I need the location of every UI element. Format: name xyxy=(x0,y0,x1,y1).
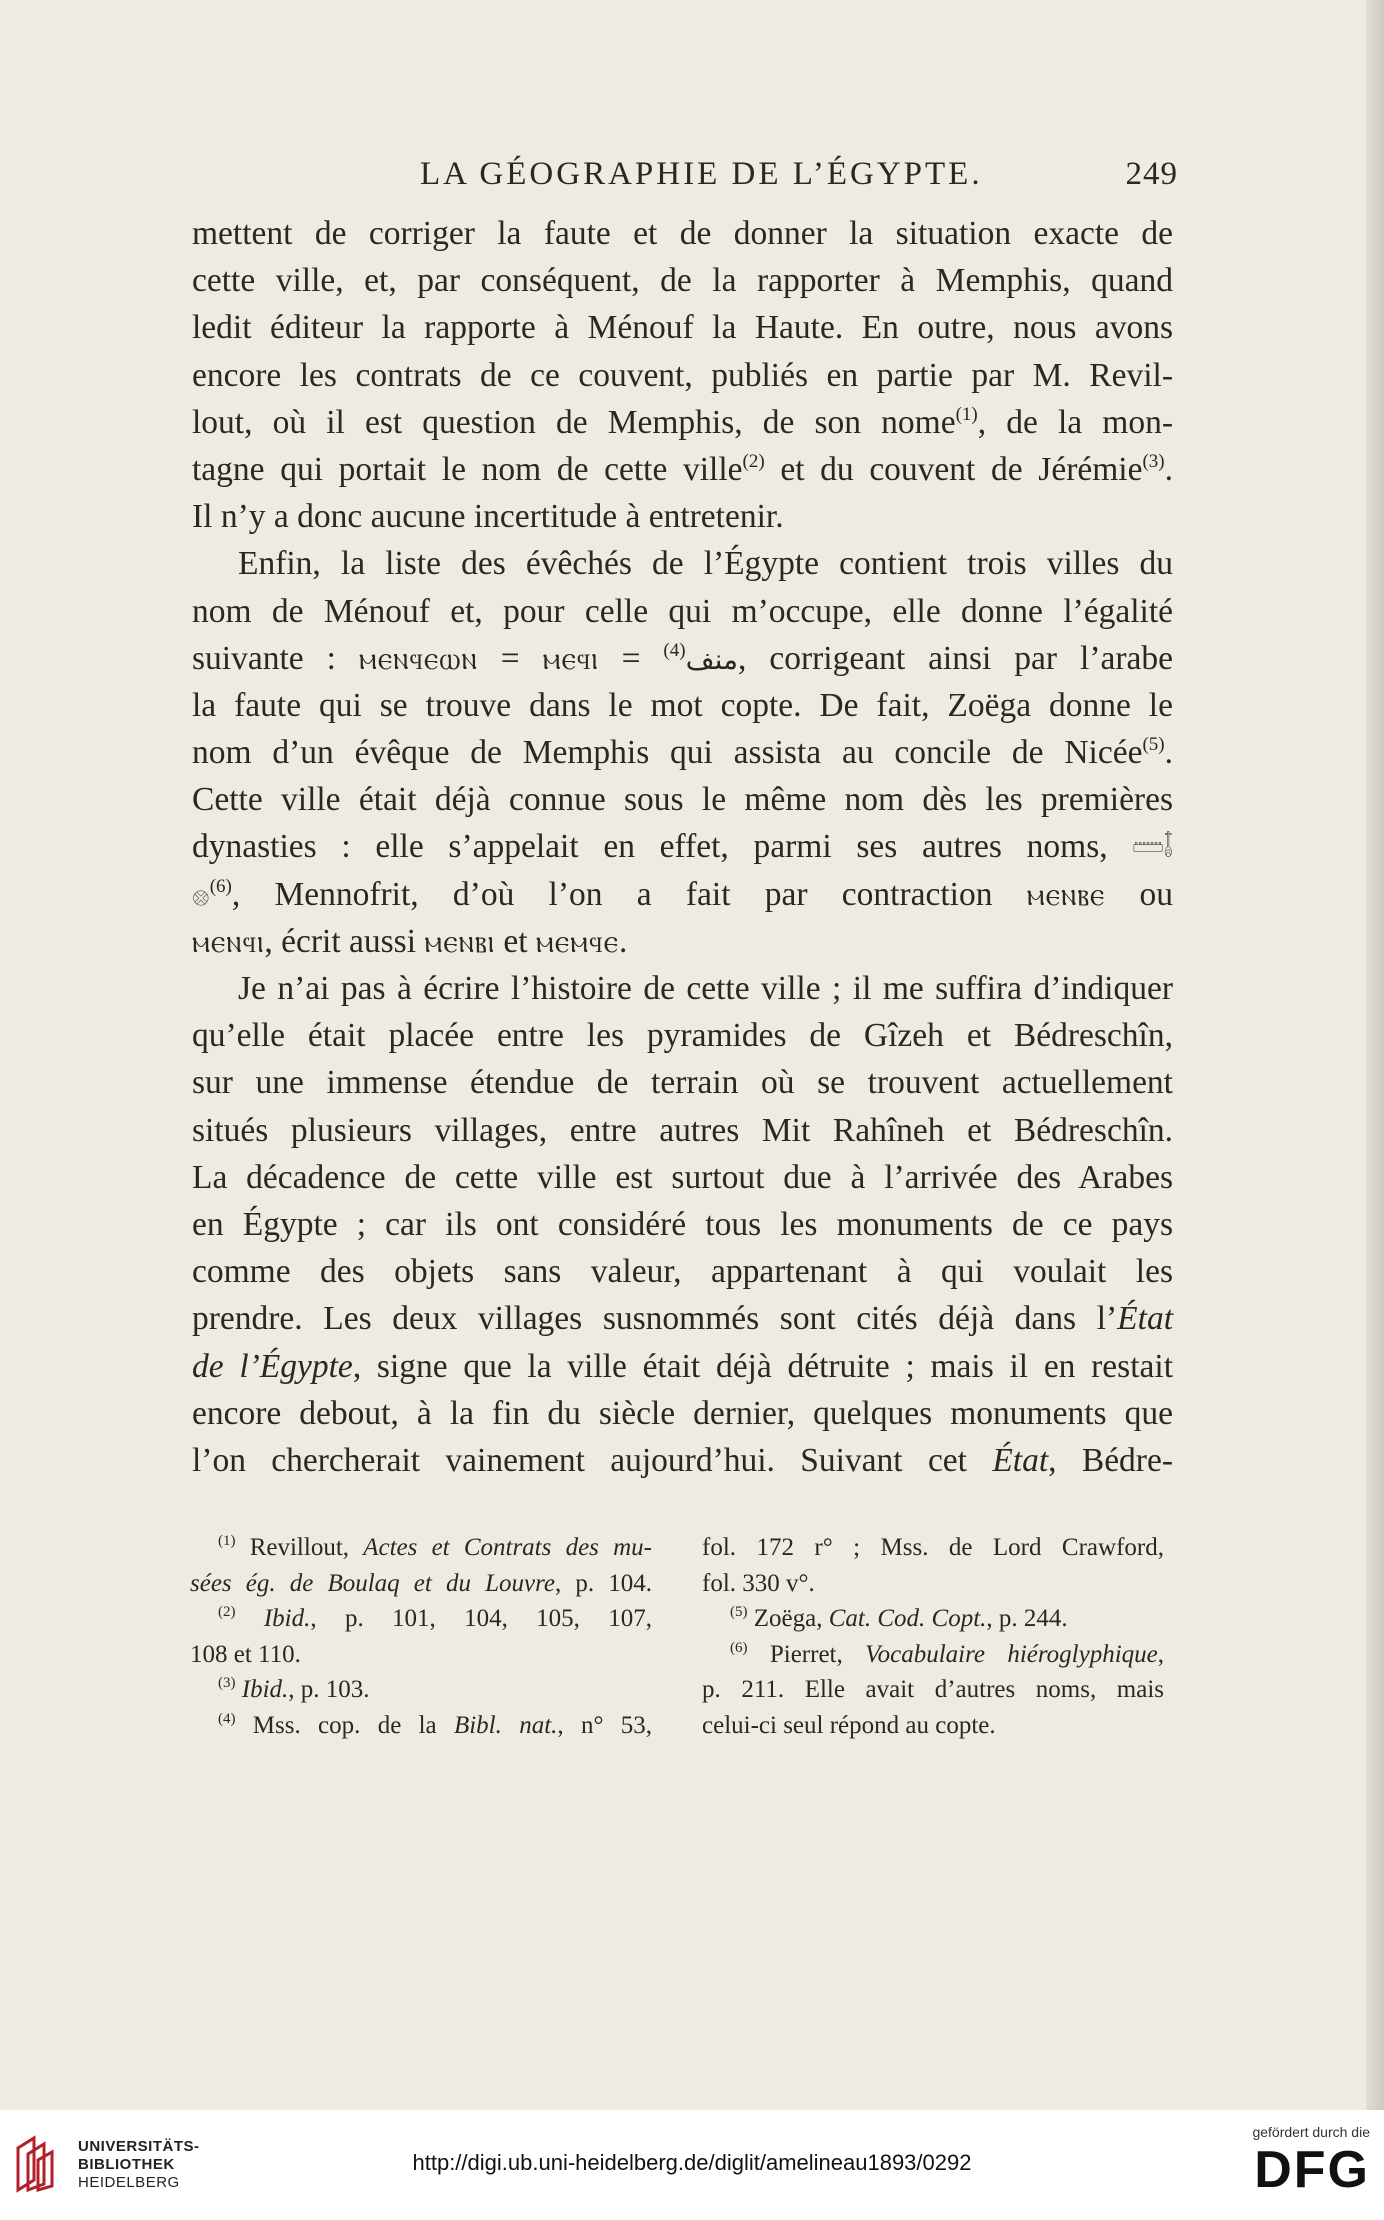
text-line: mettent de corriger la faute et de donner la situation exacte de xyxy=(192,215,1173,252)
text-line: cette ville, et, par conséquent, de la rapporter à Memphis, quand xyxy=(192,262,1173,300)
text-line: suivante : ⲙⲉⲛϥⲉⲱⲛ = ⲙⲉϥⲓ = منف$^{(4)}$ , corrigeant ainsi par l’arabe xyxy=(192,639,1173,677)
body-text xyxy=(192,210,1173,1484)
sponsor-text: gefördert durch die xyxy=(1252,2124,1370,2140)
footnote-line: sées ég. de Boulaq et du Louvre, p. 104. xyxy=(190,1569,652,1597)
footnote-line: fol. 172 r° ; Mss. de Lord Crawford, xyxy=(702,1534,1164,1561)
text-line: la faute qui se trouve dans le mot copte. De fait, Zoëga donne le xyxy=(192,686,1173,724)
footnote-line: celui-ci seul répond au copte. xyxy=(702,1711,996,1739)
coptic-word: ⲙⲉⲛϥⲓ xyxy=(192,923,265,959)
footnote-ref[interactable]: (5) xyxy=(1142,734,1165,756)
running-title: LA GÉOGRAPHIE DE L’ÉGYPTE. xyxy=(420,156,983,192)
permalink-url[interactable]: http://digi.ub.uni-heidelberg.de/diglit/amelineau1893/0292 xyxy=(412,2150,972,2175)
running-head xyxy=(190,156,1178,202)
footnote-ref[interactable]: (3) xyxy=(1142,450,1165,472)
coptic-word: ⲙⲉϥⲓ xyxy=(542,640,599,676)
text-line: Enfin, la liste des évêchés de l’Égypte contient trois villes du xyxy=(238,545,1173,583)
footnote-line: $^{(5)}$ Zoëga, Cat. Cod. Copt., p. 244. xyxy=(730,1604,1068,1632)
footnote-line: $^{(3)}$ Ibid., p. 103. xyxy=(218,1675,370,1703)
text-line: sur une immense étendue de terrain où se trouvent actuellement xyxy=(192,1064,1173,1102)
hieroglyph-group: 𓏠𓄤 xyxy=(1132,834,1174,865)
text-line: de l’Égypte, signe que la ville était déjà détruite ; mais il en restait xyxy=(192,1347,1174,1385)
footnote-line: $^{(2)}$ Ibid., p. 101, 104, 105, 107, xyxy=(218,1604,652,1632)
text-line: ledit éditeur la rapporte à Ménouf la Haute. En outre, nous avons xyxy=(192,309,1173,347)
footnote-line: $^{(4)}$ Mss. cop. de la Bibl. nat., n° 53, xyxy=(218,1710,653,1739)
footnote-line: fol. 330 v°. xyxy=(702,1569,815,1597)
text-line: Cette ville était déjà connue sous le même nom dès les premières xyxy=(192,781,1173,819)
library-name: UNIVERSITÄTS- BIBLIOTHEK HEIDELBERG xyxy=(78,2138,200,2191)
footnote-line: $^{(1)}$ Revillout, Actes et Contrats des mu- xyxy=(218,1533,652,1561)
coptic-word: ⲙⲉⲛⲃⲉ xyxy=(1026,876,1106,912)
footnote-ref[interactable]: (6) xyxy=(209,875,232,897)
text-line: en Égypte ; car ils ont considéré tous les monuments de ce pays xyxy=(192,1205,1173,1243)
coptic-word: ⲙⲉⲙϥⲉ xyxy=(535,923,619,959)
sponsor-block xyxy=(1220,2124,1370,2199)
text-line: encore debout, à la fin du siècle dernier, quelques monuments que xyxy=(192,1394,1173,1432)
coptic-word: ⲙⲉⲛⲃⲓ xyxy=(424,923,495,959)
text-line: lout, où il est question de Memphis, de son nome$^{(1)}$, de la mon- xyxy=(192,403,1173,441)
text-line: comme des objets sans valeur, appartenant à qui voulait les xyxy=(192,1253,1173,1291)
footer-bar xyxy=(0,2110,1384,2220)
text-line: tagne qui portait le nom de cette ville$^{(2)}$ et du couvent de Jérémie$^{(3)}$. xyxy=(192,450,1173,488)
text-line: situés plusieurs villages, entre autres Mit Rahîneh et Bédreschîn. xyxy=(192,1111,1173,1149)
text-line: encore les contrats de ce couvent, publiés en partie par M. Revil- xyxy=(192,356,1173,394)
text-line: nom d’un évêque de Memphis qui assista au concile de Nicée$^{(5)}$. xyxy=(192,734,1173,772)
text-line: ⲙⲉⲛϥⲓ, écrit aussi ⲙⲉⲛⲃⲓ et ⲙⲉⲙϥⲉ. xyxy=(192,922,628,960)
footnote-line: p. 211. Elle avait d’autres noms, mais xyxy=(702,1676,1164,1703)
footnote-line: 108 et 110. xyxy=(190,1640,301,1668)
footnote-line: $^{(6)}$ Pierret, Vocabulaire hiéroglyphique, xyxy=(730,1639,1165,1668)
text-line: 𓊖$^{(6)}$, Mennofrit, d’où l’on a fait par contraction ⲙⲉⲛⲃⲉ ou xyxy=(192,875,1174,913)
text-line: qu’elle était placée entre les pyramides de Gîzeh et Bédreschîn, xyxy=(192,1017,1173,1055)
footnotes-left-column xyxy=(190,1530,652,1743)
footnote-ref[interactable]: (2) xyxy=(742,450,765,472)
text-line: La décadence de cette ville est surtout due à l’arrivée des Arabes xyxy=(192,1158,1173,1196)
footnotes-right-column xyxy=(702,1530,1164,1743)
text-line: Il n’y a donc aucune incertitude à entretenir. xyxy=(192,498,784,536)
text-line: l’on chercherait vainement aujourd’hui. Suivant cet État, Bédre- xyxy=(192,1441,1173,1479)
hieroglyph-group: 𓊖 xyxy=(192,881,210,912)
page-edge xyxy=(1366,0,1384,2110)
page-number: 249 xyxy=(1125,156,1178,192)
text-line: dynasties : elle s’appelait en effet, parmi ses autres noms, 𓏠𓄤 xyxy=(192,828,1174,866)
coptic-word: ⲙⲉⲛϥⲉⲱⲛ xyxy=(358,640,478,676)
footnote-ref[interactable]: (1) xyxy=(955,403,978,425)
text-line: prendre. Les deux villages susnommés sont cités déjà dans l’État xyxy=(192,1300,1173,1338)
text-line: nom de Ménouf et, pour celle qui m’occupe, elle donne l’égalité xyxy=(192,592,1173,630)
text-line: Je n’ai pas à écrire l’histoire de cette ville ; il me suffira d’indiquer xyxy=(238,970,1173,1007)
arabic-word: منف xyxy=(685,642,739,676)
footnote-ref[interactable]: (4) xyxy=(663,639,686,661)
dfg-logo-icon[interactable]: DFG xyxy=(1254,2141,1370,2199)
